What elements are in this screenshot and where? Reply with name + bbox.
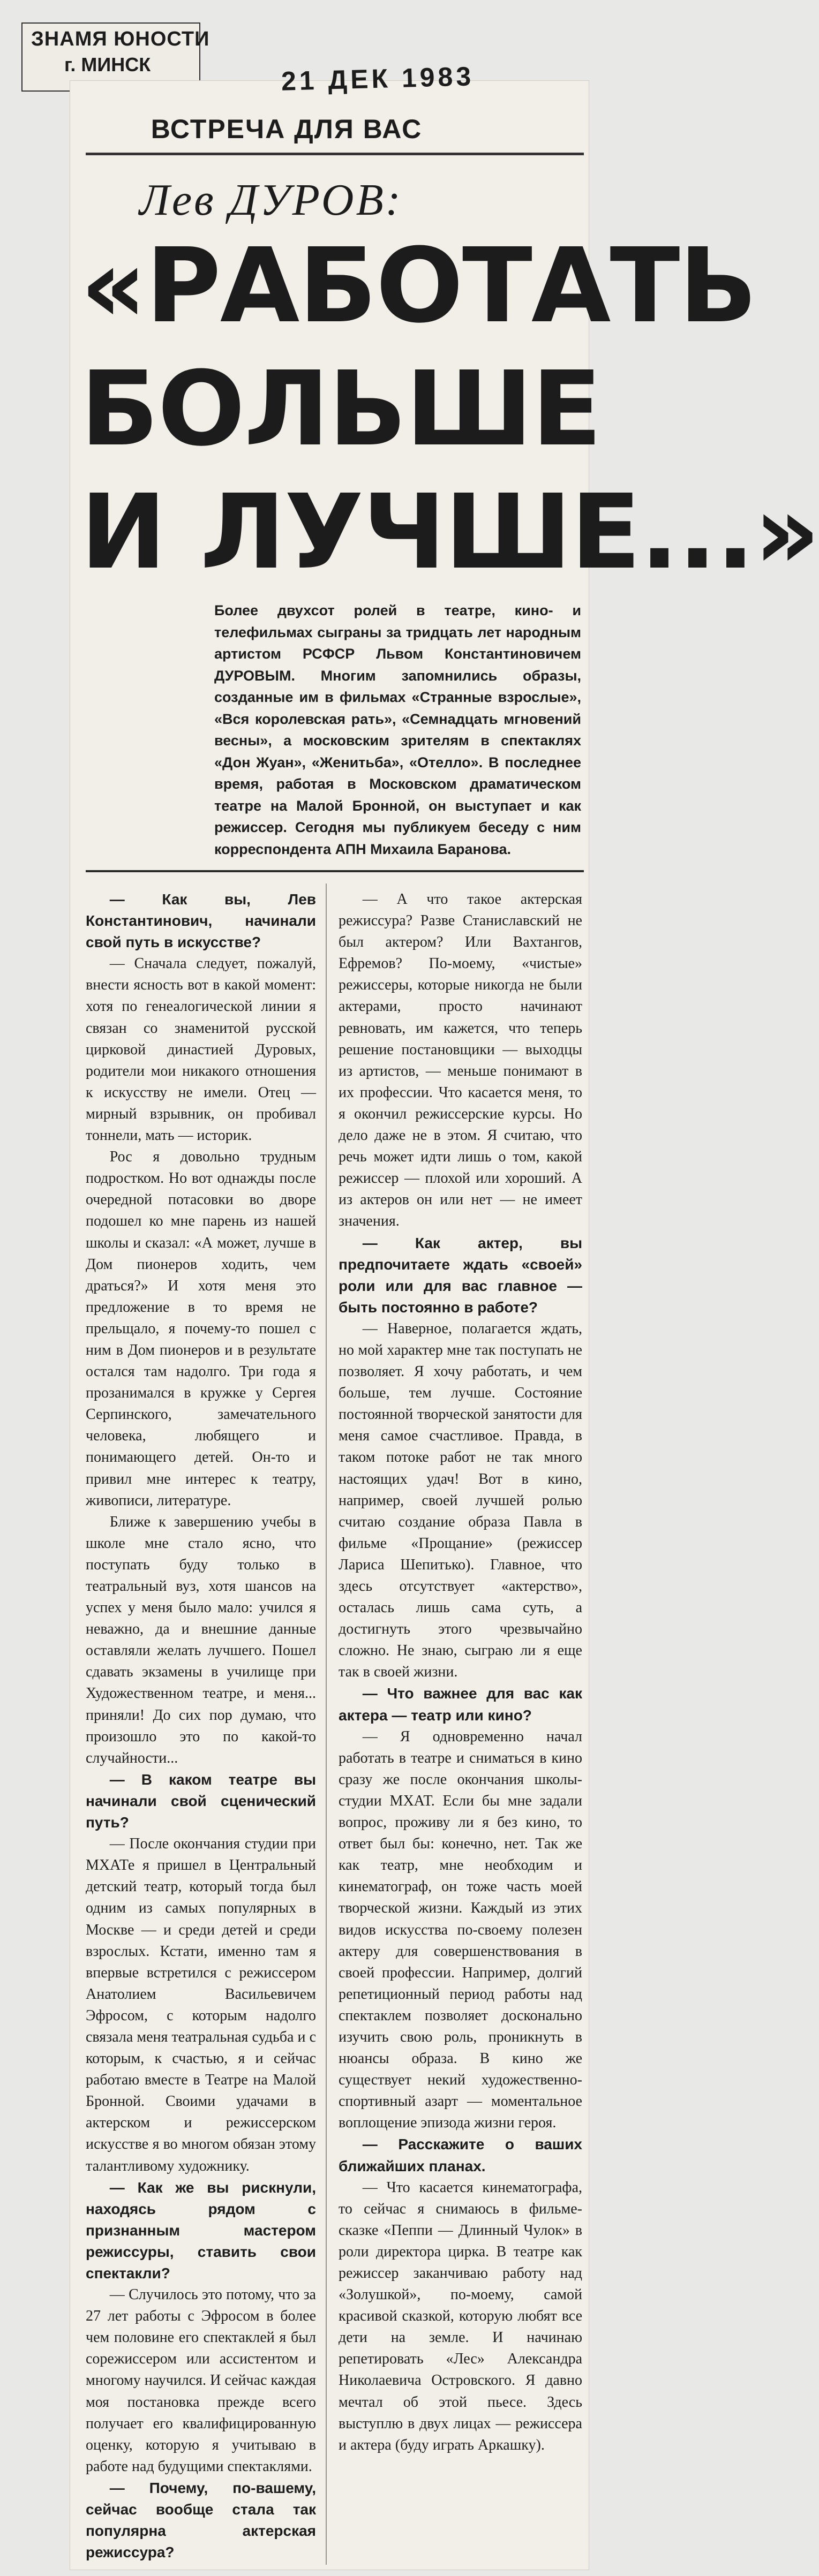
rubric-heading: ВСТРЕЧА ДЛЯ ВАС: [151, 114, 423, 144]
interview-answer: — Что касается кинематографа, то сейчас я снимаюсь в фильме-сказке «Пеппи — Длинный Чулок» в роли директора цирка. В театре как режиссер заканчиваю работу над «Золушкой», по-моему, самой красивой сказкой, которую любят все дети на земле. И начинаю репетировать «Лес» Александра Николаевича Островского. Я давно мечтал об этой пьесе. Здесь выступлю в двух лицах — режиссера и актера (буду играть Аркашку).: [339, 2179, 582, 2453]
article-lead: Более двухсот ролей в театре, кино- и телефильмах сыграны за тридцать лет народным артистом РСФСР Львом Константиновичем ДУРОВЫМ. Многим запомнились образы, созданные им в фильмах «Странные взрослые», «Вся королевская рать», «Семнадцать мгновений весны», а московским зрителям в спектаклях «Дон Жуан», «Женитьба», «Отелло». В последнее время, работая в Московском драматическом театре на Малой Бронной, он выступает и как режиссер. Сегодня мы публикуем беседу с ним корреспондента АПН Михаила Баранова.: [214, 602, 581, 857]
headline-line: БОЛЬШЕ: [80, 350, 601, 469]
interview-answer: — Случилось это потому, что за 27 лет работы с Эфросом в более чем половине его спектаклей я был сорежиссером или ассистентом и многому научился. И сейчас каждая моя постановка прежде всего получает его квалифицированную оценку, которую я учитываю в работе над будущими спектаклями.: [86, 2286, 316, 2475]
interview-answer: — Сначала следует, пожалуй, внести ясность вот в какой момент: хотя по генеалогической линии я связан со знаменитой русской цирковой династией Дуровых, родители мои никакого отношения к искусству не имели. Отец — мирный взрывник, он пробивал тоннели, мать — историк.: [86, 955, 316, 1144]
headline-line: «РАБОТАТЬ: [80, 226, 756, 346]
headline-line: И ЛУЧШЕ...»: [80, 473, 819, 592]
interview-question: — Расскажите о ваших ближайших планах.: [339, 2136, 582, 2174]
interview-question: — Как актер, вы предпочитаете ждать «своей» роли или для вас главное — быть постоянно в работе?: [339, 1234, 582, 1316]
interview-question: — Как же вы рискнули, находясь рядом с признанным мастером режиссуры, ставить свои спектакли?: [86, 2179, 316, 2282]
stamp-city: г. МИНСК: [64, 54, 151, 75]
left-column: [86, 889, 316, 2563]
interview-answer: — Я одновременно начал работать в театре и сниматься в кино сразу же после окончания школы-студии МХАТ. Если бы мне задали вопрос, проживу ли я без кино, то ответ был бы: конечно, нет. Так же как театр, мне необходим и кинематограф, он тоже часть моей творческой жизни. Каждый из этих видов искусства по-своему полезен актеру для совершенствования в своей профессии. Например, долгий репетиционный период работы над спектаклем позволяет досконально изучить свою роль, проникнуть в нюансы образа. В кино же существует некий художественно-спортивный азарт — моментальное воплощение эпизода жизни героя.: [339, 1728, 582, 2132]
interview-answer: Ближе к завершению учебы в школе мне стало ясно, что поступать буду только в театральный вуз, хотя шансов на успех у меня было мало: учился я неважно, да и внешние данные оставляли желать лучшего. Пошел сдавать экзамены в училище при Художественном театре, и меня... приняли! До сих пор думаю, что произошло это по какой-то случайности...: [86, 1513, 316, 1766]
rubric-divider: [86, 153, 584, 155]
interview-answer: Рос я довольно трудным подростком. Но вот однажды после очередной потасовки во дворе подошел ко мне парень из нашей школы и сказал: «А может, лучше в Дом пионеров ходить, чем драться?» И хотя меня это предложение в то время не прельщало, я почему-то пошел с ним в Дом пионеров и в результате остался там надолго. Три года я прозанимался в кружке у Сергея Серпинского, замечательного человека, любящего и понимающего детей. Он-то и привил мне интерес к театру, живописи, литературе.: [86, 1149, 316, 1509]
stamp-date: 21 ДЕК 1983: [281, 61, 475, 96]
interview-answer: — После окончания студии при МХАТе я пришел в Центральный детский театр, который тогда был одним из самых популярных в Москве — и среди детей и среди взрослых. Кстати, именно там я впервые встретился с режиссером Анатолием Васильевичем Эфросом, с которым надолго связала меня театральная судьба и с которым, к счастью, я и сейчас работаю вместе в Театре на Малой Бронной. Своими удачами в актерском и режиссерском искусстве я во многом обязан этому талантливому художнику.: [86, 1835, 316, 2174]
interview-answer: — Наверное, полагается ждать, но мой характер мне так поступать не позволяет. Я хочу работать, и чем больше, тем лучше. Состояние постоянной творческой занятости для меня самое счастливое. Правда, в таком потоке работ не так много настоящих удач! Вот в кино, например, своей лучшей ролью считаю создание образа Павла в фильме «Прощание» (режиссер Лариса Шепитько). Главное, что здесь отсутствует «актерство», осталась лишь сама суть, а достигнуть этого чрезвычайно сложно. Не знаю, сыграю ли я еще так в своей жизни.: [339, 1320, 582, 1681]
lead-divider: [86, 870, 584, 872]
right-column: [339, 889, 582, 2456]
interview-question: — Почему, по-вашему, сейчас вообще стала так популярна актерская режиссура?: [86, 2479, 316, 2561]
interview-question: — Как вы, Лев Константинович, начинали свой путь в искусстве?: [86, 891, 316, 951]
interview-answer: — А что такое актерская режиссура? Разве Станиславский не был актером? Или Вахтангов, Ефремов? По-моему, «чистые» режиссеры, которые никогда не были актерами, просто начинают ревновать, им кажется, что теперь решение постановщики — выходцы из артистов, — меньше понимают в их профессии. Что касается меня, то я окончил режиссерские курсы. Но дело даже не в этом. Я считаю, что речь может идти лишь о том, какой режиссер — плохой или хороший. А из актеров он или нет — не имеет значения.: [339, 891, 582, 1230]
author-name: Лев ДУРОВ:: [139, 175, 403, 225]
stamp-newspaper-name: ЗНАМЯ ЮНОСТИ: [31, 28, 210, 50]
interview-question: — Что важнее для вас как актера — театр или кино?: [339, 1685, 582, 1724]
article-headline: [80, 225, 819, 594]
column-divider: [326, 883, 327, 2565]
interview-question: — В каком театре вы начинали свой сценический путь?: [86, 1771, 316, 1831]
